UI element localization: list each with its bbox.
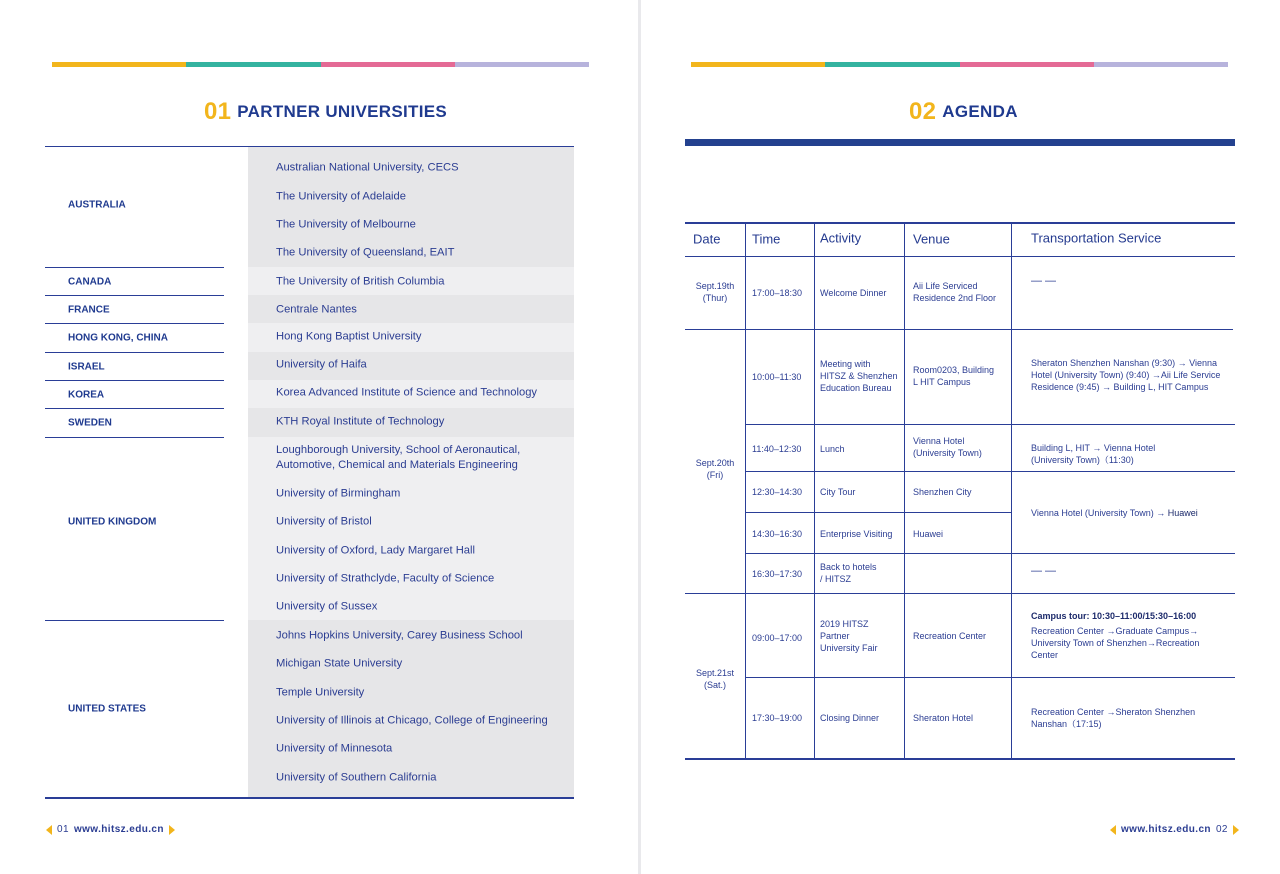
university-item: University of Haifa [276,358,367,371]
color-stripe [691,62,1228,67]
venue-cell: Aii Life Serviced Residence 2nd Floor [913,281,997,303]
column-rule [745,223,746,759]
row-rule [745,424,1235,425]
row-rule [685,329,1233,330]
transport-cell: Recreation Center →Graduate Campus→ University Town of Shenzhen→Recreation Center [1031,626,1200,660]
country-rule [45,408,224,409]
university-item: University of Birmingham [276,487,401,500]
campus-tour-time: Campus tour: 10:30–11:00/15:30–16:00 [1031,611,1197,621]
country-rule [45,352,224,353]
section-title: PARTNER UNIVERSITIES [237,102,448,121]
university-item: Johns Hopkins University, Carey Business School [276,629,523,642]
agenda-header-band [685,139,1235,146]
country-label: ISRAEL [68,361,105,373]
column-rule [904,223,905,759]
country-label: FRANCE [68,304,110,316]
country-label: UNITED KINGDOM [68,516,157,528]
country-rule [45,267,224,268]
header-activity: Activity [820,230,862,246]
footer-left [46,824,175,835]
section-number: 01 [204,98,232,125]
transport-cell: Recreation Center →Sheraton Shenzhen Nanshan（17:15) [1031,707,1196,729]
time-cell: 16:30–17:30 [752,569,803,579]
transport-cell: — — [1031,565,1057,577]
date-cell: Sept.21st (Sat.) [695,668,735,690]
time-cell: 12:30–14:30 [752,487,803,497]
venue-cell: Huawei [913,529,944,539]
time-cell: 17:30–19:00 [752,713,803,723]
page-number: 01 [57,824,69,835]
country-label: KOREA [68,389,105,401]
country-rule [45,323,224,324]
university-item: University of Minnesota [276,742,393,755]
header-rule [685,256,1235,257]
transport-destination: Huawei [1167,508,1198,518]
venue-cell: Shenzhen City [913,487,972,497]
university-item: The University of British Columbia [276,275,445,288]
university-item: The University of Queensland, EAIT [276,246,455,259]
university-item: University of Bristol [276,515,372,528]
transport-text: Vienna Hotel (University Town) → [1031,508,1168,518]
university-item: University of Sussex [276,600,378,613]
table-top-rule [685,222,1235,224]
row-rule [745,471,1235,472]
country-rule [45,380,224,381]
header-time: Time [752,231,781,247]
university-item: Michigan State University [276,657,403,670]
row-rule [745,677,1235,678]
row-rule [745,512,1011,513]
time-cell: 10:00–11:30 [752,372,802,382]
time-cell: 17:00–18:30 [752,288,803,298]
date-cell: Sept.19th (Thur) [695,281,735,303]
transport-cell: Building L, HIT → Vienna Hotel (University Town)（11:30) [1031,443,1156,465]
footer-url: www.hitsz.edu.cn [1121,824,1211,835]
page-number: 02 [1215,824,1228,835]
activity-cell: Back to hotels / HITSZ [820,562,877,584]
time-cell: 09:00–17:00 [752,633,803,643]
country-label: HONG KONG, CHINA [68,332,168,344]
university-item: KTH Royal Institute of Technology [276,415,445,428]
table-bottom-rule [685,758,1235,760]
header-date: Date [693,231,721,247]
university-item: University of Oxford, Lady Margaret Hall [276,544,475,557]
time-cell: 14:30–16:30 [752,529,803,539]
venue-cell: Vienna Hotel (University Town) [913,436,982,458]
footer-url: www.hitsz.edu.cn [73,824,164,835]
header-venue: Venue [913,231,950,247]
country-rule [45,295,224,296]
university-item: Loughborough University, School of Aeronautical, Automotive, Chemical and Materials Engineering [276,444,521,471]
country-rule [45,620,224,621]
activity-cell: Welcome Dinner [820,288,887,298]
column-rule [1011,223,1012,759]
activity-cell: Meeting with HITSZ & Shenzhen Education Bureau [820,359,898,393]
university-item: Korea Advanced Institute of Science and Technology [276,386,538,399]
country-label: UNITED STATES [68,703,146,715]
row-rule [685,593,1235,594]
table-bottom-rule [45,797,574,799]
time-cell: 11:40–12:30 [752,444,802,454]
section-heading-partners [204,98,447,126]
university-item: Australian National University, CECS [276,161,459,174]
activity-cell: City Tour [820,487,856,497]
arrow-left-icon [46,825,52,835]
university-item: University of Illinois at Chicago, College of Engineering [276,714,548,727]
transport-cell [1031,507,1198,519]
left-page [0,0,638,874]
color-stripe [52,62,589,67]
arrow-right-icon [169,825,175,835]
activity-cell: Closing Dinner [820,713,880,723]
activity-cell: 2019 HITSZ Partner University Fair [820,619,878,653]
column-rule [814,223,815,759]
arrow-right-icon [1233,825,1239,835]
section-number: 02 [909,98,937,125]
section-heading-agenda [909,98,1018,126]
activity-cell: Lunch [820,444,845,454]
university-item: Hong Kong Baptist University [276,330,422,343]
transport-cell: Sheraton Shenzhen Nanshan (9:30) → Vienna Hotel (University Town) (9:40) →Aii Life Service Residence (9:45) → Building L, HIT Campus [1031,358,1221,392]
activity-cell: Enterprise Visiting [820,529,893,539]
date-cell: Sept.20th (Fri) [695,458,735,480]
arrow-left-icon [1110,825,1116,835]
venue-cell: Sheraton Hotel [913,713,974,723]
venue-cell: Recreation Center [913,631,987,641]
university-item: University of Strathclyde, Faculty of Science [276,572,495,585]
country-label: CANADA [68,276,112,288]
university-item: Centrale Nantes [276,303,357,316]
header-transport: Transportation Service [1031,230,1162,246]
transport-cell: — — [1031,275,1057,287]
country-rule [45,437,224,438]
university-item: The University of Melbourne [276,218,416,231]
country-label: AUSTRALIA [68,199,126,211]
footer-right [1110,824,1239,835]
university-item: University of Southern California [276,771,437,784]
section-title: AGENDA [942,102,1018,121]
university-item: Temple University [276,686,365,699]
university-item: The University of Adelaide [276,190,406,203]
venue-cell: Room0203, Building L HIT Campus [913,365,995,387]
country-label: SWEDEN [68,417,112,429]
row-rule [745,553,1235,554]
